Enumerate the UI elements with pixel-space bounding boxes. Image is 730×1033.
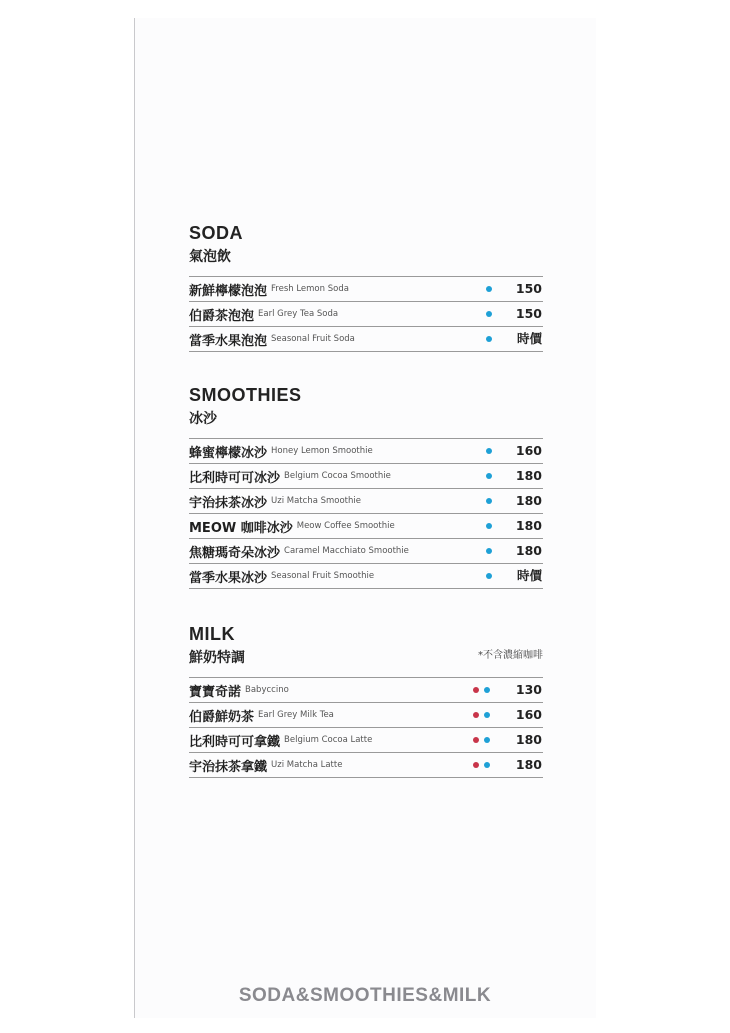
section-subtitle: 鮮奶特調 [189,650,245,666]
item-markers [486,539,492,563]
item-name-zh: 宇治抹茶拿鐵 [189,759,268,775]
item-price: 180 [515,468,542,483]
item-markers [486,277,492,301]
item-price: 160 [515,707,542,722]
item-name-zh: MEOW 咖啡冰沙 [189,520,293,536]
item-name-en: Seasonal Fruit Soda [271,334,355,344]
section-title: MILK [189,624,235,644]
item-markers [486,327,492,351]
item-name-en: Belgium Cocoa Smoothie [284,471,391,481]
item-markers [486,302,492,326]
item-markers [473,703,490,727]
item-name-zh: 比利時可可拿鐵 [189,734,281,750]
blue-dot-icon [486,573,492,579]
item-markers [486,489,492,513]
item-price: 180 [515,543,542,558]
section-subtitle: 冰沙 [189,411,217,427]
page-footer-title: SODA&SMOOTHIES&MILK [238,985,492,1006]
milk-section [189,624,543,778]
red-dot-icon [473,687,479,693]
menu-item-row [189,327,543,352]
item-price: 時價 [516,568,542,583]
menu-item-row [189,302,543,327]
item-list [189,438,543,589]
menu-item-row [189,678,543,703]
blue-dot-icon [484,712,490,718]
item-name-zh: 蜂蜜檸檬冰沙 [189,445,268,461]
item-markers [486,564,492,588]
item-price: 130 [515,682,542,697]
item-price: 180 [515,493,542,508]
blue-dot-icon [486,473,492,479]
blue-dot-icon [484,737,490,743]
blue-dot-icon [486,311,492,317]
item-name-zh: 比利時可可冰沙 [189,470,281,486]
item-price: 180 [515,732,542,747]
item-name-en: Honey Lemon Smoothie [271,446,373,456]
item-markers [473,753,490,777]
section-subtitle: 氣泡飲 [189,249,231,265]
item-name-en: Fresh Lemon Soda [271,284,349,294]
item-name-en: Belgium Cocoa Latte [284,735,373,745]
item-name-en: Uzi Matcha Smoothie [271,496,361,506]
item-name-zh: 寶寶奇諾 [189,684,242,700]
menu-item-row [189,564,543,589]
item-markers [473,728,490,752]
item-name-en: Babyccino [245,685,289,695]
item-name-en: Caramel Macchiato Smoothie [284,546,409,556]
red-dot-icon [473,762,479,768]
menu-item-row [189,703,543,728]
item-name-zh: 宇治抹茶冰沙 [189,495,268,511]
item-name-zh: 新鮮檸檬泡泡 [189,283,268,299]
soda-section [189,223,543,352]
blue-dot-icon [486,448,492,454]
item-name-en: Earl Grey Milk Tea [258,710,334,720]
blue-dot-icon [486,498,492,504]
blue-dot-icon [486,286,492,292]
blue-dot-icon [484,762,490,768]
menu-item-row [189,753,543,778]
section-title: SODA [189,223,244,243]
blue-dot-icon [486,523,492,529]
item-price: 180 [515,757,542,772]
item-markers [486,464,492,488]
blue-dot-icon [484,687,490,693]
item-name-zh: 伯爵茶泡泡 [189,308,255,324]
item-price: 150 [515,306,542,321]
item-list [189,677,543,778]
item-name-en: Earl Grey Tea Soda [258,309,339,319]
item-name-en: Meow Coffee Smoothie [296,521,395,531]
item-markers [473,678,490,702]
item-markers [486,514,492,538]
menu-item-row [189,464,543,489]
item-name-zh: 當季水果冰沙 [189,570,268,586]
menu-item-row [189,539,543,564]
red-dot-icon [473,737,479,743]
item-price: 150 [515,281,542,296]
item-name-zh: 伯爵鮮奶茶 [189,709,255,725]
menu-item-row [189,514,543,539]
red-dot-icon [473,712,479,718]
menu-item-row [189,439,543,464]
milk-note: *不含濃縮咖啡 [478,650,543,661]
item-name-zh: 當季水果泡泡 [189,333,268,349]
menu-item-row [189,489,543,514]
blue-dot-icon [486,548,492,554]
page-spine-divider [134,18,135,1018]
section-title: SMOOTHIES [189,385,302,405]
item-name-en: Seasonal Fruit Smoothie [271,571,375,581]
smoothies-section [189,385,543,589]
item-list [189,276,543,352]
item-name-zh: 焦糖瑪奇朵冰沙 [189,545,281,561]
menu-item-row [189,728,543,753]
blue-dot-icon [486,336,492,342]
item-name-en: Uzi Matcha Latte [271,760,343,770]
item-price: 180 [515,518,542,533]
item-price: 160 [515,443,542,458]
item-markers [486,439,492,463]
menu-item-row [189,277,543,302]
item-price: 時價 [516,331,542,346]
